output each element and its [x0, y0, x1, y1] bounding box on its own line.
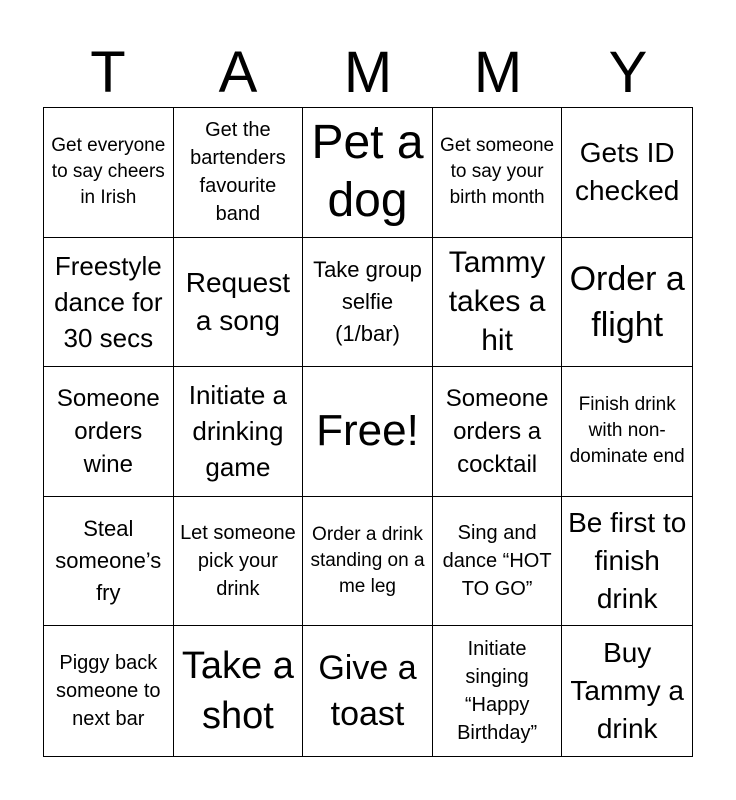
cell-text: Get someone to say your birth month [440, 135, 555, 209]
bingo-cell[interactable] [303, 497, 433, 627]
cell-text: Give a toast [318, 649, 417, 734]
bingo-cell[interactable] [562, 108, 692, 238]
cell-text: Steal someone’s fry [55, 516, 162, 606]
cell-text: Take a shot [181, 645, 294, 738]
bingo-cell[interactable] [303, 626, 433, 756]
bingo-cell[interactable] [174, 497, 304, 627]
bingo-cell[interactable] [44, 108, 174, 238]
bingo-cell[interactable] [303, 108, 433, 238]
bingo-header [43, 40, 693, 106]
header-letter-a: A [218, 40, 258, 105]
bingo-cell[interactable] [303, 238, 433, 368]
cell-text: Piggy back someone to next bar [56, 652, 161, 731]
bingo-cell[interactable] [44, 238, 174, 368]
cell-text: Tammy takes a hit [448, 246, 546, 358]
bingo-grid [43, 107, 693, 757]
cell-text: Let someone pick your drink [180, 522, 296, 601]
free-space[interactable] [303, 367, 433, 497]
cell-text: Order a drink standing on a me leg [310, 524, 425, 598]
bingo-cell[interactable] [562, 626, 692, 756]
bingo-cell[interactable] [562, 367, 692, 497]
cell-text: Gets ID checked [575, 137, 680, 207]
cell-text: Order a flight [569, 259, 685, 344]
bingo-cell[interactable] [562, 497, 692, 627]
bingo-cell[interactable] [174, 626, 304, 756]
cell-text: Be first to finish drink [568, 507, 687, 615]
cell-text: Take group selfie (1/bar) [313, 256, 422, 346]
cell-text: Sing and dance “HOT TO GO” [442, 522, 552, 601]
cell-text: Free! [316, 406, 419, 456]
cell-text: Initiate a drinking game [188, 380, 288, 483]
bingo-cell[interactable] [562, 238, 692, 368]
cell-text: Initiate singing “Happy Birthday” [457, 638, 538, 745]
bingo-cell[interactable] [433, 497, 563, 627]
bingo-cell[interactable] [174, 367, 304, 497]
bingo-cell[interactable] [44, 367, 174, 497]
header-letter-m: M [343, 40, 393, 105]
bingo-cell[interactable] [174, 108, 304, 238]
cell-text: Get the bartenders favourite band [190, 119, 286, 226]
cell-text: Finish drink with non-dominate end [569, 394, 685, 468]
cell-text: Freestyle dance for 30 secs [54, 250, 163, 353]
cell-text: Pet a dog [311, 116, 424, 228]
bingo-cell[interactable] [44, 626, 174, 756]
bingo-cell[interactable] [174, 238, 304, 368]
header-letter-y: Y [608, 40, 648, 105]
header-letter-m-2: M [473, 40, 523, 105]
bingo-cell[interactable] [433, 367, 563, 497]
cell-text: Get everyone to say cheers in Irish [51, 135, 166, 209]
bingo-cell[interactable] [433, 238, 563, 368]
header-letter-t: T [90, 40, 126, 105]
bingo-cell[interactable] [433, 108, 563, 238]
cell-text: Request a song [185, 266, 291, 336]
cell-text: Someone orders a cocktail [445, 384, 549, 478]
cell-text: Buy Tammy a drink [570, 637, 684, 745]
cell-text: Someone orders wine [56, 384, 160, 478]
bingo-cell[interactable] [44, 497, 174, 627]
bingo-cell[interactable] [433, 626, 563, 756]
